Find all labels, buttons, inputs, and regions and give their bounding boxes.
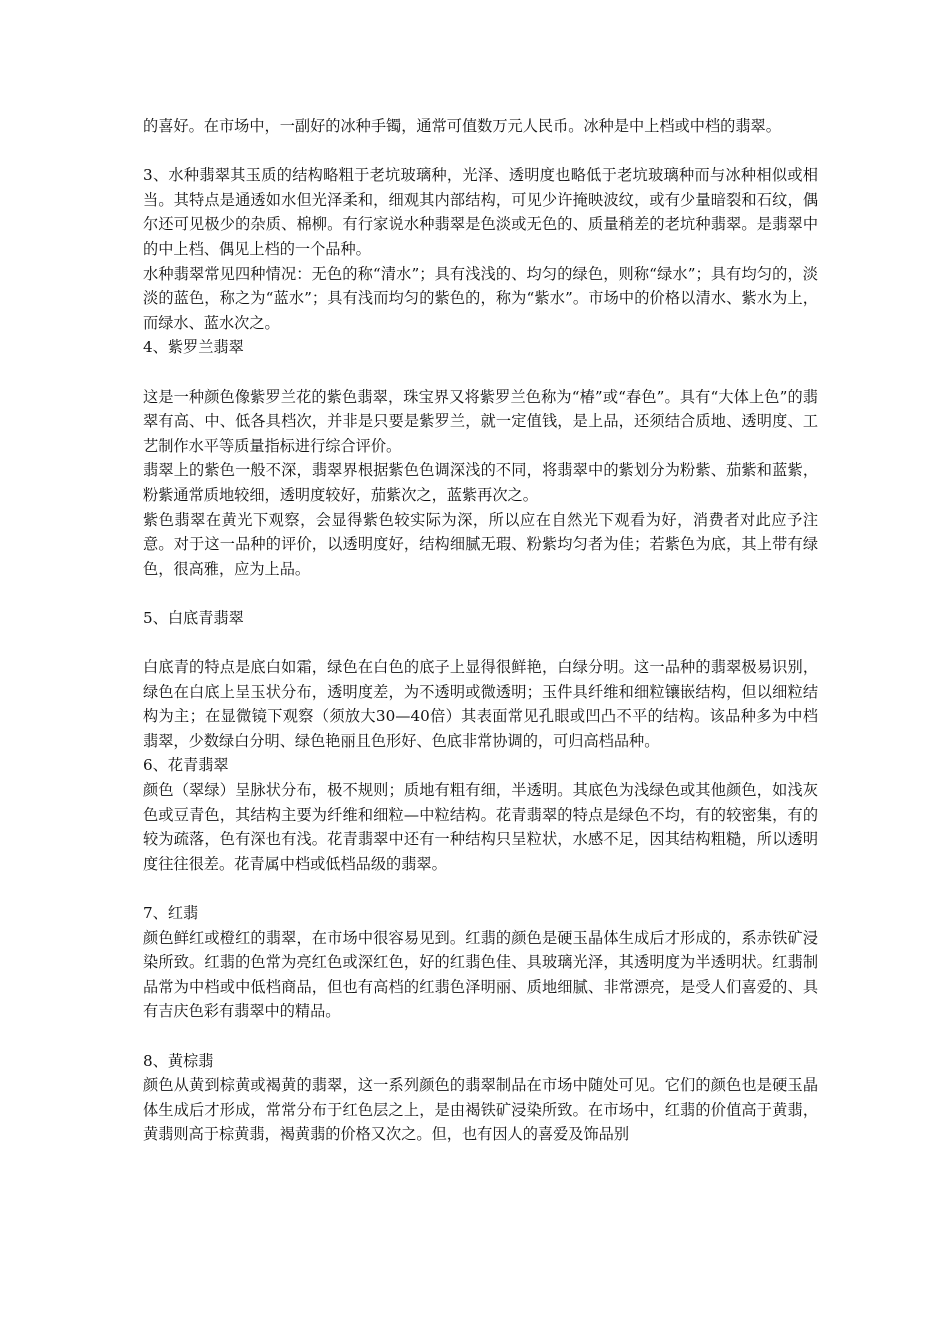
paragraph-violet-shades: 翡翠上的紫色一般不深，翡翠界根据紫色色调深浅的不同，将翡翠中的紫划分为粉紫、茄紫和蓝紫，粉紫通常质地较细，透明度较好，茄紫次之，蓝紫再次之。 <box>143 461 818 504</box>
heading-violet-jadeite: 4、紫罗兰翡翠 <box>143 338 244 357</box>
paragraph-water-type-varieties: 水种翡翠常见四种情况：无色的称“清水”；具有浅浅的、均匀的绿色，则称“绿水”；具有均匀的，淡淡的蓝色，称之为“蓝水”；具有浅而均匀的紫色的，称为“紫水”。市场中的价格以清水、紫水为上，而绿水、蓝水次之。 <box>143 264 818 332</box>
paragraph-violet-intro: 这是一种颜色像紫罗兰花的紫色翡翠，珠宝界又将紫罗兰色称为“椿”或“春色”。具有“大体上色”的翡翠有高、中、低各具档次，并非是只要是紫罗兰，就一定值钱，是上品，还须结合质地、透明度、工艺制作水平等质量指标进行综合评价。 <box>143 387 818 455</box>
heading-red-jadeite: 7、红翡 <box>143 904 199 922</box>
document-body <box>143 114 818 1147</box>
paragraph-ice-type-ending: 的喜好。在市场中，一副好的冰种手镯，通常可值数万元人民币。冰种是中上档或中档的翡翠。 <box>143 117 781 135</box>
heading-yellow-brown-jadeite: 8、黄棕翡 <box>143 1051 214 1070</box>
heading-white-green-jadeite: 5、白底青翡翠 <box>143 608 244 627</box>
paragraph-white-green: 白底青的特点是底白如霜，绿色在白色的底子上显得很鲜艳，白绿分明。这一品种的翡翠极易识别，绿色在白底上呈玉状分布，透明度差，为不透明或微透明；玉件具纤维和细粒镶嵌结构，但以细粒结构为主；在显微镜下观察（须放大30—40倍）其表面常见孔眼或凹凸不平的结构。该品种多为中档翡翠，少数绿白分明、绿色艳丽且色形好、色底非常协调的，可归高档品种。 <box>143 658 818 750</box>
paragraph-flower-green: 颜色（翠绿）呈脉状分布，极不规则；质地有粗有细，半透明。其底色为浅绿色或其他颜色，如浅灰色或豆青色，其结构主要为纤维和细粒—中粒结构。花青翡翠的特点是绿色不均，有的较密集，有的较为疏落，色有深也有浅。花青翡翠中还有一种结构只呈粒状，水感不足，因其结构粗糙，所以透明度往往很差。花青属中档或低档品级的翡翠。 <box>143 781 818 873</box>
paragraph-violet-evaluation: 紫色翡翠在黄光下观察，会显得紫色较实际为深，所以应在自然光下观看为好，消费者对此应予注意。对于这一品种的评价，以透明度好，结构细腻无瑕、粉紫均匀者为佳；若紫色为底，其上带有绿色，很高雅，应为上品。 <box>143 510 818 578</box>
paragraph-yellow-brown: 颜色从黄到棕黄或褐黄的翡翠，这一系列颜色的翡翠制品在市场中随处可见。它们的颜色也是硬玉晶体生成后才形成，常常分布于红色层之上，是由褐铁矿浸染所致。在市场中，红翡的价值高于黄翡，黄翡则高于棕黄翡，褐黄翡的价格又次之。但，也有因人的喜爱及饰品别 <box>143 1076 818 1144</box>
paragraph-water-type: 3、水种翡翠其玉质的结构略粗于老坑玻璃种，光泽、透明度也略低于老坑玻璃种而与冰种相似或相当。其特点是通透如水但光泽柔和，细观其内部结构，可见少许掩映波纹，或有少量暗裂和石纹，偶尔还可见极少的杂质、棉柳。有行家说水种翡翠是色淡或无色的、质量稍差的老坑种翡翠。是翡翠中的中上档、偶见上档的一个品种。 <box>143 166 818 258</box>
paragraph-red-jadeite: 颜色鲜红或橙红的翡翠，在市场中很容易见到。红翡的颜色是硬玉晶体生成后才形成的，系赤铁矿浸染所致。红翡的色常为亮红色或深红色，好的红翡色佳、具玻璃光泽，其透明度为半透明状。红翡制品常为中档或中低档商品，但也有高档的红翡色泽明丽、质地细腻、非常漂亮，是受人们喜爱的、具有吉庆色彩有翡翠中的精品。 <box>143 928 818 1021</box>
heading-flower-green-jadeite: 6、花青翡翠 <box>143 756 229 775</box>
